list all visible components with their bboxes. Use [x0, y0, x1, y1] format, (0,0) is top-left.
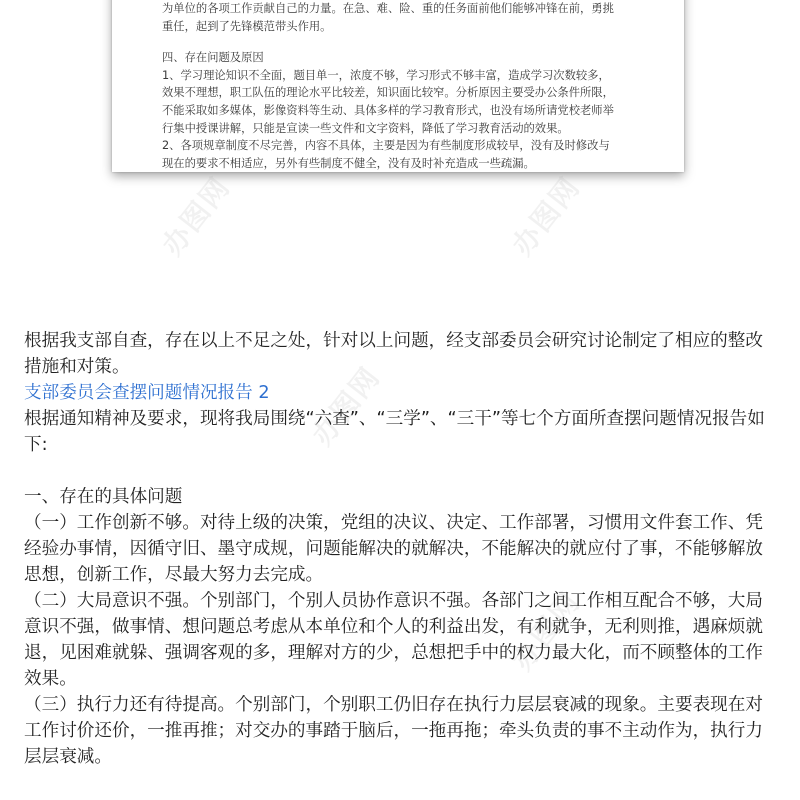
problem-item: （二）大局意识不强。个别部门，个别人员协作意识不强。各部门之间工作相互配合不够，大局意识不强，做事情、想问题总考虑从本单位和个人的利益出发，有利就争，无利则推，遇麻烦就退，见困难就躲、强调客观的多，理解对方的少，总想把手中的权力最大化，而不顾整体的工作效果。 [24, 591, 763, 689]
watermark: 办图网 [505, 170, 587, 262]
card-line: 现在的要求不相适应，另外有些制度不健全，没有及时补充造成一些疏漏。 [162, 156, 535, 170]
intro-paragraph: 根据我支部自查，存在以上不足之处，针对以上问题，经支部委员会研究讨论制定了相应的整改措施和对策。 [24, 331, 763, 377]
card-line: 2、各项规章制度不尽完善，内容不具体，主要是因为有些制度形成较早，没有及时修改与 [162, 139, 610, 153]
document-page-image [112, 0, 684, 172]
card-line: 重任，起到了先锋模范带头作用。 [162, 19, 332, 33]
watermark: 办图网 [305, 360, 387, 452]
card-line: 行集中授课讲解，只能是宣读一些文件和文字资料，降低了学习教育活动的效果。 [162, 121, 569, 135]
card-line: 1、学习理论知识不全面，题目单一，浓度不够，学习形式不够丰富，造成学习次数较多， [162, 68, 610, 82]
problem-item: （一）工作创新不够。对待上级的决策，党组的决议、决定、工作部署，习惯用文件套工作、凭经验办事情，因循守旧、墨守成规，问题能解决的就解决，不能解决的就应付了事，不能够解放思想，创新工作，尽最大努力去完成。 [24, 513, 763, 585]
card-line: 为单位的各项工作贡献自己的力量。在急、难、险、重的任务面前他们能够冲锋在前，勇挑 [162, 2, 614, 15]
card-section-heading: 四、存在问题及原因 [162, 51, 264, 65]
watermark: 办图网 [155, 170, 237, 262]
problem-item: （三）执行力还有待提高。个别部门，个别职工仍旧存在执行力层层衰减的现象。主要表现在对工作讨价还价，一推再推；对交办的事踏于脑后，一拖再拖；牵头负责的事不主动作为，执行力层层衰减。 [24, 695, 763, 767]
document-body [24, 328, 780, 770]
section-heading: 一、存在的具体问题 [24, 487, 183, 507]
paragraph: 根据通知精神及要求，现将我局围绕“六查”、“三学”、“三干”等七个方面所查摆问题情况报告如下: [24, 409, 765, 455]
report-title-link[interactable]: 支部委员会查摆问题情况报告 2 [24, 383, 270, 403]
card-line: 效果不理想，职工队伍的理论水平比较差，知识面比较窄。分析原因主要受办公条件所限， [162, 86, 614, 100]
document-page-text [162, 0, 652, 172]
watermark: 办图网 [505, 585, 587, 677]
card-line: 不能采取如多媒体，影像资料等生动、具体多样的学习教育形式，也没有场所请党校老师举 [162, 103, 614, 117]
